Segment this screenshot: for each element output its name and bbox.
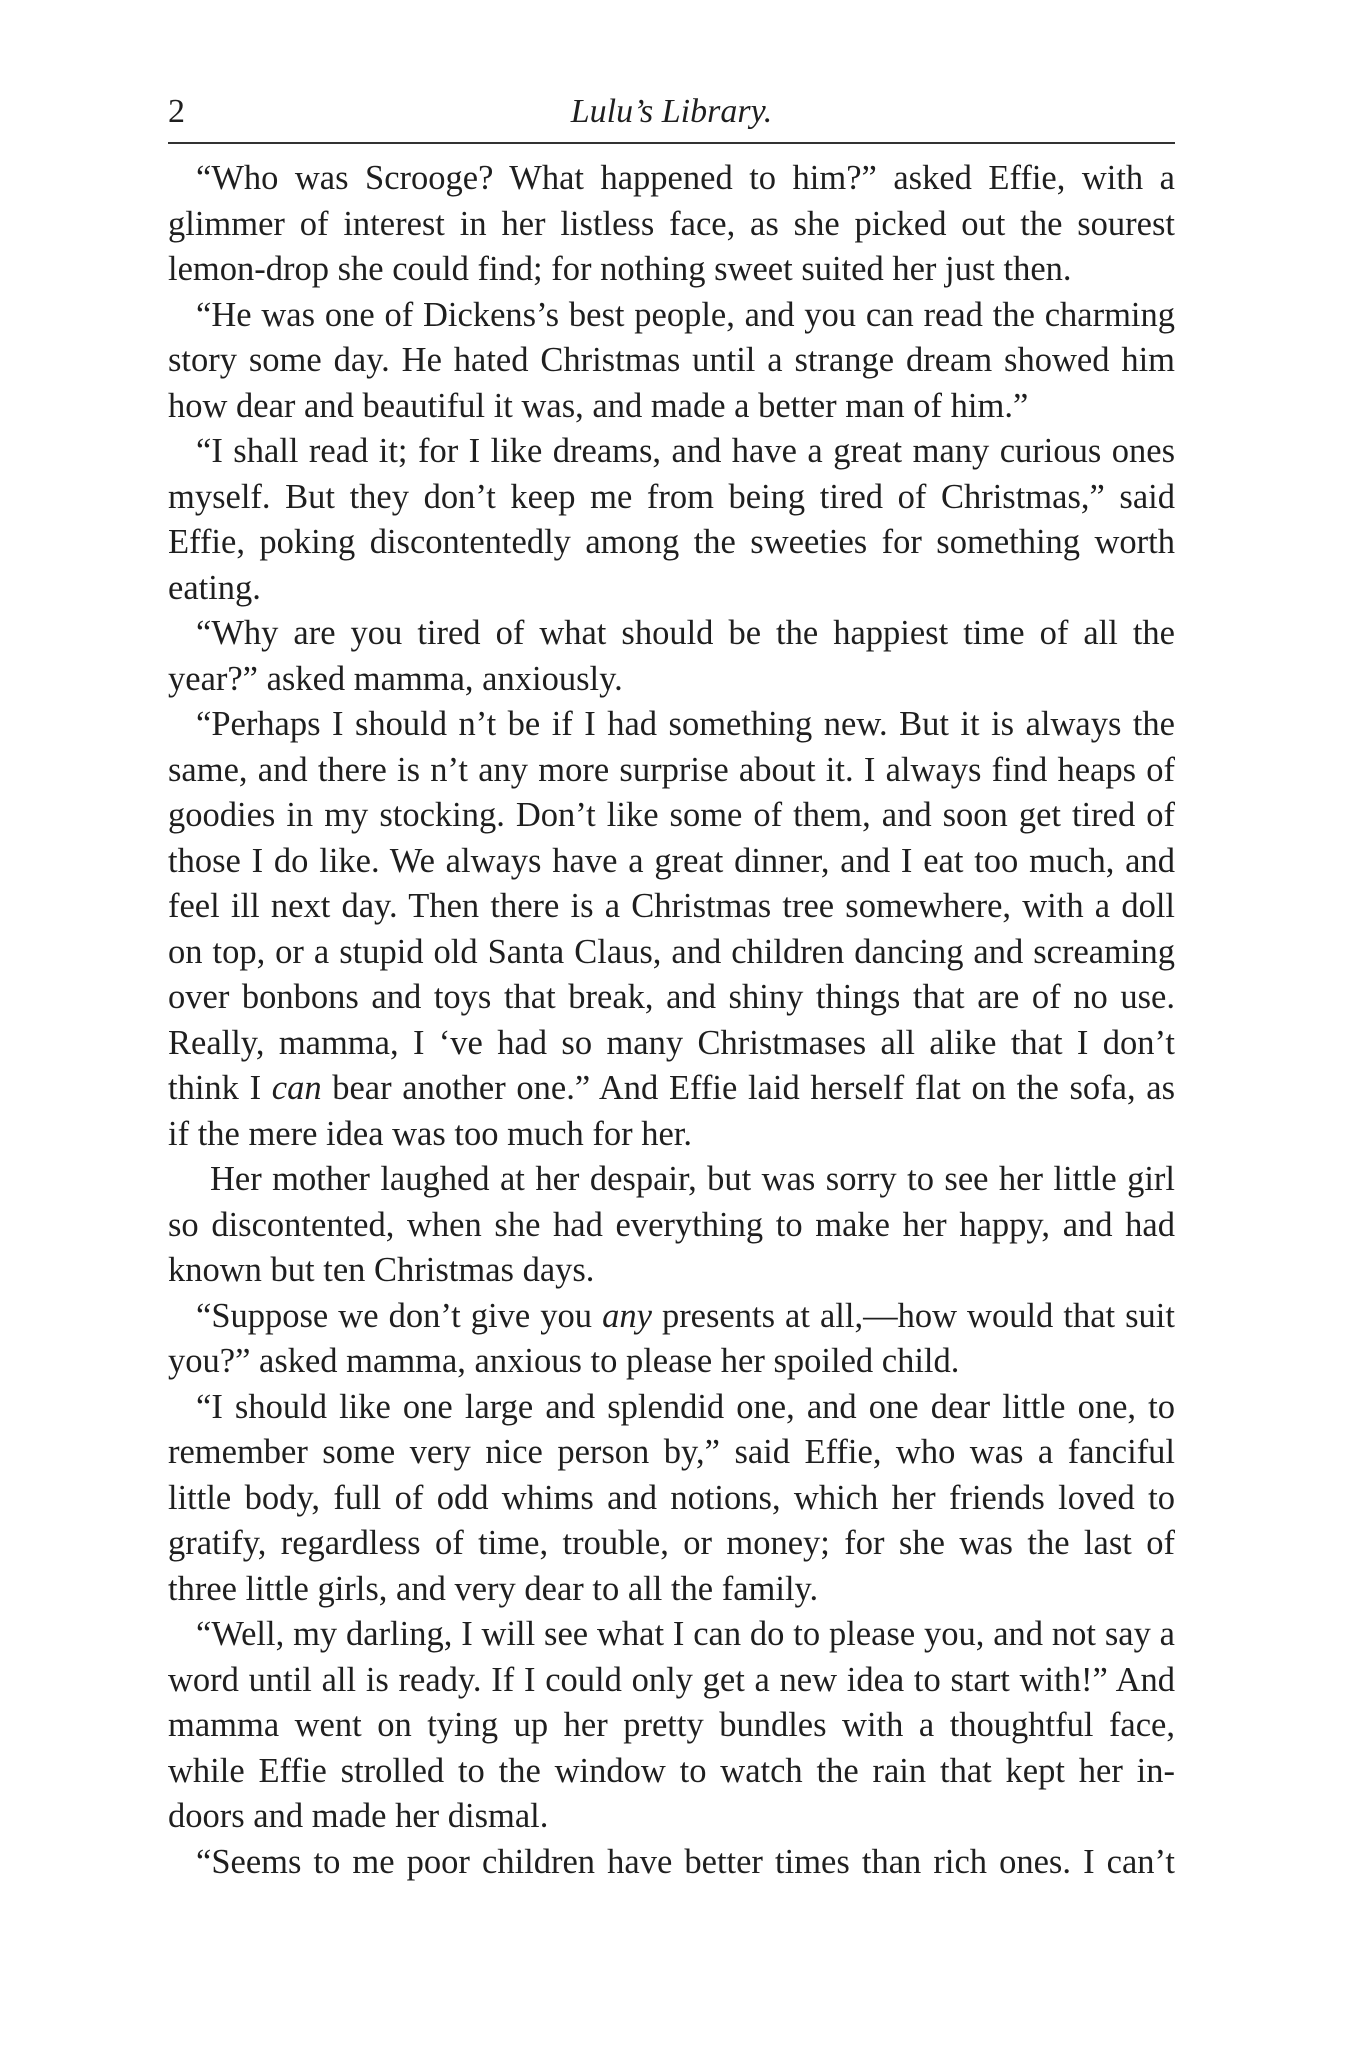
paragraph-text: presents at all,—how would that suit you?” asked mamma, anxious to please her spoiled child.: [168, 1296, 1175, 1380]
paragraph: [168, 429, 1175, 611]
paragraph: [168, 1157, 1175, 1294]
book-page: [168, 90, 1175, 1885]
paragraph-text: Her mother laughed at her despair, but was sorry to see her little girl so discontented, when she had everything to make her happy, and had known but ten Christmas days.: [168, 1160, 1175, 1289]
paragraph: [168, 1612, 1175, 1840]
emphasis-text: any: [602, 1296, 652, 1335]
paragraph: [168, 1385, 1175, 1613]
paragraph: [168, 702, 1175, 1157]
paragraph-text: “I shall read it; for I like dreams, and have a great many curious ones myself. But they don’t keep me from being tired of Christmas,” said Effie, poking discontentedly among the sweeties for something worth eating.: [168, 432, 1175, 607]
emphasis-text: can: [271, 1069, 322, 1107]
paragraph: [168, 156, 1175, 293]
paragraph-text: “I should like one large and splendid one, and one dear little one, to remember some very nice person by,” said Effie, who was a fanciful little body, full of odd whims and notions, which her friends loved to gratify, regardless of time, trouble, or money; for she was the last of three little girls, and very dear to all the family.: [168, 1387, 1175, 1608]
running-title: Lulu’s Library.: [570, 93, 773, 130]
paragraph-text: “Well, my darling, I will see what I can do to please you, and not say a word until all is ready. If I could only get a new idea to start with!” And mamma went on tying up her pretty bundles with a thoughtful face, while Effie strolled to the window to watch the rain that kept her in-doors and made her dismal.: [168, 1615, 1175, 1835]
paragraph: [168, 293, 1175, 430]
paragraph: [168, 611, 1175, 702]
page-number: 2: [168, 93, 185, 130]
paragraph-text: “Suppose we don’t give you: [196, 1296, 603, 1335]
paragraph-text: “Perhaps I should n’t be if I had something new. But it is always the same, and there is n’t any more surprise about it. I always find heaps of goodies in my stocking. Don’t like some of them, and soon get tired of those I do like. We always have a great dinner, and I eat too much, and feel ill next day. Then there is a Christmas tree somewhere, with a doll on top, or a stupid old Santa Claus, and children dancing and screaming over bonbons and toys that break, and shiny things that are of no use. Really, mamma, I ‘ve had so many Christmases all alike that I don’t think I: [168, 705, 1175, 1107]
paragraph-text: bear another one.” And Effie laid herself flat on the sofa, as if the mere idea was too much for her.: [168, 1069, 1175, 1153]
paragraph-text: “He was one of Dickens’s best people, and you can read the charming story some day. He hated Christmas until a strange dream showed him how dear and beautiful it was, and made a better man of him.”: [168, 295, 1175, 425]
paragraph: [168, 1294, 1175, 1385]
running-head: [168, 90, 1175, 144]
body-text: [168, 156, 1175, 1885]
paragraph-text: “Who was Scrooge? What happened to him?” asked Effie, with a glimmer of interest in her listless face, as she picked out the sourest lemon-drop she could find; for nothing sweet suited her just then.: [168, 159, 1175, 288]
paragraph: [168, 1840, 1175, 1886]
paragraph-text: “Why are you tired of what should be the happiest time of all the year?” asked mamma, anxiously.: [168, 614, 1175, 698]
paragraph-text: “Seems to me poor children have better times than rich ones. I can’t: [196, 1842, 1175, 1881]
